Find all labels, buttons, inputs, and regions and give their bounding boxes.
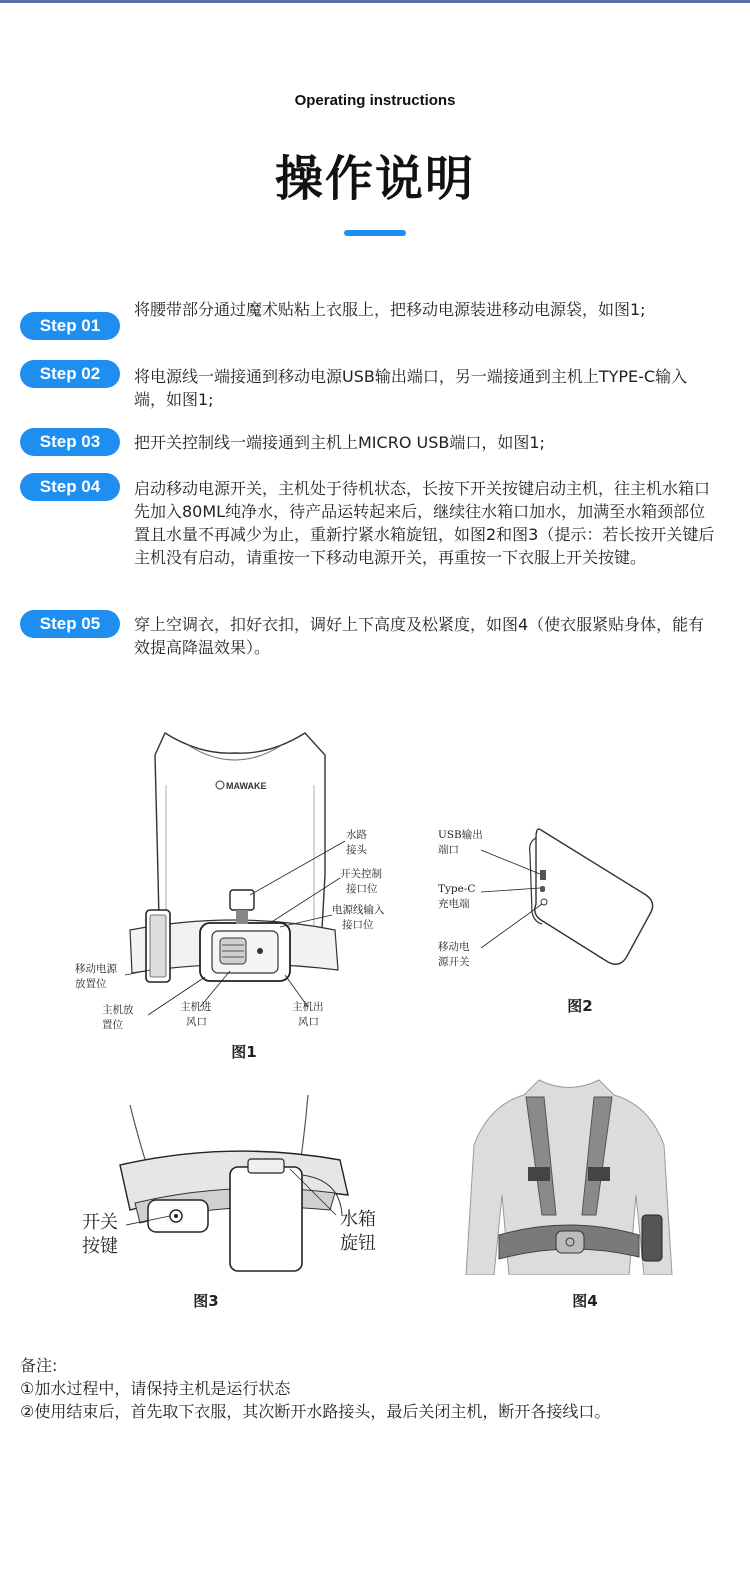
label-air-outlet: 主机出 (292, 1001, 324, 1013)
label-power-port: 电源线输入 (332, 904, 385, 916)
label-tank-knob-2: 旋钮 (340, 1233, 376, 1254)
label-typec: Type-C (438, 883, 476, 895)
label-usb-out-2: 端口 (438, 844, 459, 856)
label-powerbank-pos-2: 放置位 (75, 978, 107, 990)
label-water-joint-2: 接头 (346, 844, 367, 856)
notes-heading: 备注: (20, 1356, 58, 1375)
step-badge: Step 01 (20, 312, 120, 340)
step-text: 将电源线一端接通到移动电源USB输出端口，另一端接通到主机上TYPE-C输入端，如图1; (134, 367, 688, 409)
label-usb-out: USB输出 (438, 829, 483, 841)
brand-name: MAWAKE (226, 781, 267, 791)
label-switch-port: 开关控制 (340, 868, 382, 880)
step-badge: Step 02 (20, 360, 120, 388)
figure-3-belt-diagram (80, 1085, 400, 1285)
label-typec-2: 充电端 (438, 898, 470, 910)
label-switch-key-2: 按键 (82, 1236, 118, 1257)
figure-2-caption: 图2 (567, 997, 593, 1015)
step-badge: Step 05 (20, 610, 120, 638)
top-rule (0, 0, 750, 3)
label-switch-key: 开关 (82, 1212, 118, 1233)
figure-1-caption: 图1 (231, 1043, 257, 1061)
water-tank (230, 1167, 302, 1271)
right-buckle (588, 1167, 610, 1181)
label-power-port-2: 接口位 (342, 919, 374, 931)
tank-knob-icon (248, 1159, 284, 1173)
page-subtitle: Operating instructions (294, 92, 456, 109)
step-badge: Step 04 (20, 473, 120, 501)
step-text: 将腰带部分通过魔术贴粘上衣服上，把移动电源装进移动电源袋，如图1; (134, 300, 646, 319)
label-air-inlet: 主机进 (180, 1001, 212, 1013)
water-pipe (236, 910, 248, 924)
notes-section (20, 1354, 730, 1423)
note-item: ①加水过程中，请保持主机是运行状态 (20, 1379, 291, 1398)
label-powerbank-pos: 移动电源 (75, 963, 117, 975)
water-joint (230, 890, 254, 910)
usb-port-icon (540, 870, 546, 880)
figure-2-powerbank-diagram (436, 820, 666, 980)
left-buckle (528, 1167, 550, 1181)
label-power-switch-2: 源开关 (438, 956, 470, 968)
power-bank-shell (535, 829, 653, 964)
page-title: 操作说明 (274, 151, 475, 207)
figure-4-caption: 图4 (572, 1292, 598, 1310)
typec-port-icon (540, 886, 545, 892)
label-air-inlet-2: 风口 (186, 1016, 207, 1028)
step-text: 启动移动电源开关，主机处于待机状态，长按下开关按键启动主机，往主机水箱口先加入80ML纯净水，待产品运转起来后，继续往水箱口加水，加满至水箱颈部位置且水量不再减少为止，重新拧紧水箱旋钮，如图2和图3（提示：若长按开关键后主机没有启动，请重按一下移动电源开关，再重按一下衣服上开关按键。 (134, 479, 715, 567)
label-switch-port-2: 接口位 (346, 883, 378, 895)
figure-1-vest-diagram (70, 725, 415, 1035)
step-text: 把开关控制线一端接通到主机上MICRO USB端口，如图1; (134, 433, 545, 452)
host-unit (556, 1231, 584, 1253)
label-tank-knob: 水箱 (340, 1209, 376, 1230)
label-host-pos-2: 置位 (102, 1019, 123, 1031)
figure-3-caption: 图3 (193, 1292, 219, 1310)
label-water-joint: 水路 (346, 829, 367, 841)
label-air-outlet-2: 风口 (298, 1016, 319, 1028)
note-item: ②使用结束后，首先取下衣服，其次断开水路接头，最后关闭主机，断开各接线口。 (20, 1402, 611, 1421)
figure-4-wearing-diagram (464, 1075, 674, 1275)
label-power-switch: 移动电 (438, 941, 470, 953)
step-text: 穿上空调衣，扣好衣扣，调好上下高度及松紧度，如图4（使衣服紧贴身体，能有效提高降温效果）。 (134, 615, 705, 657)
title-underline (344, 230, 406, 236)
step-badge: Step 03 (20, 428, 120, 456)
power-bank-body (150, 915, 166, 977)
water-tank (642, 1215, 662, 1261)
host-indicator-icon (257, 948, 263, 954)
label-host-pos: 主机放 (102, 1004, 134, 1016)
